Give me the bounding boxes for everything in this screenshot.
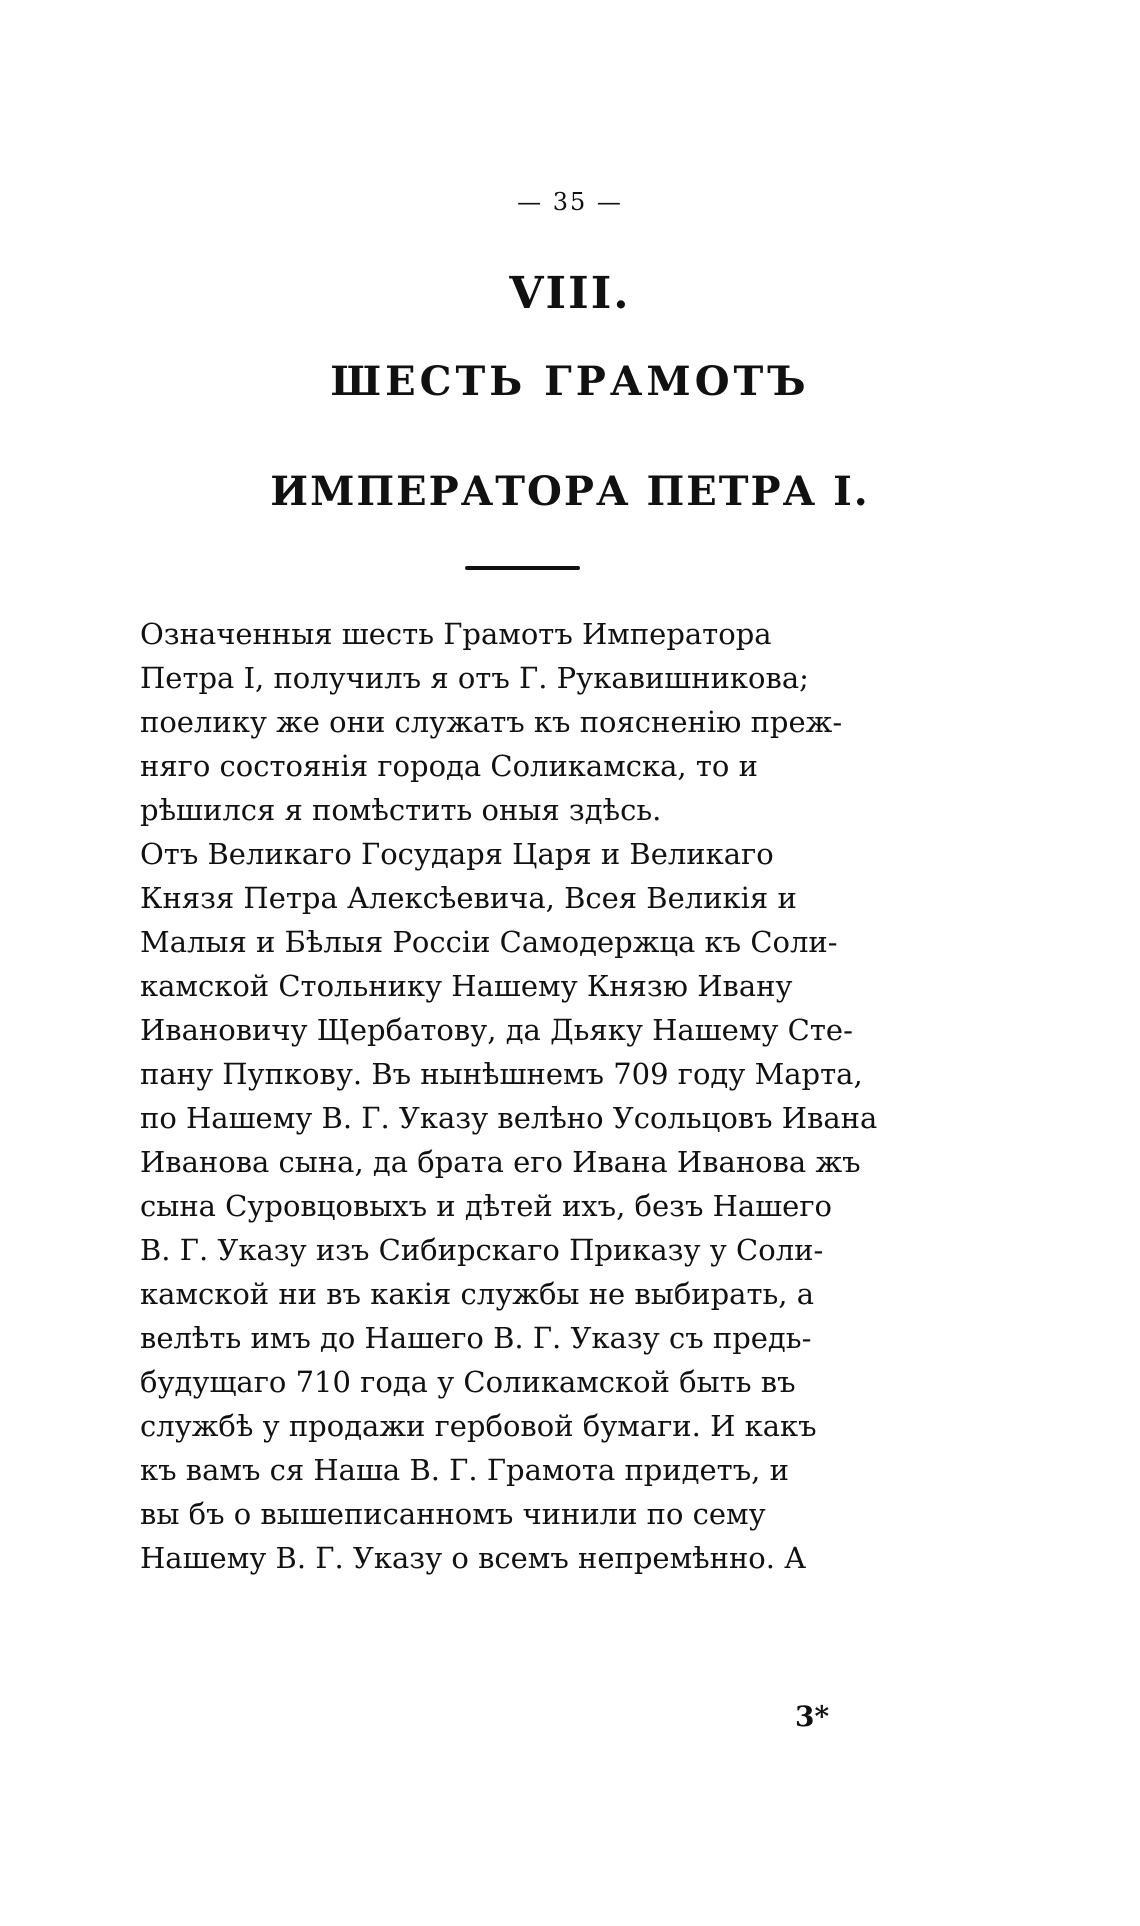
text-line: Князя Петра Алексѣевича, Всея Великія и: [140, 881, 797, 915]
text-line: Малыя и Бѣлыя Россіи Самодержца къ Соли-: [140, 925, 838, 959]
section-title-line-1: ШЕСТЬ ГРАМОТЪ: [330, 358, 810, 405]
signature-mark: 3*: [795, 1700, 830, 1733]
text-line: будущаго 710 года у Соликамской быть въ: [140, 1365, 796, 1399]
text-line: Иванова сына, да брата его Ивана Иванова жъ: [140, 1145, 861, 1179]
text-line: Нашему В. Г. Указу о всемъ непремѣнно. А: [140, 1541, 807, 1575]
text-line: В. Г. Указу изъ Сибирскаго Приказу у Соли-: [140, 1233, 824, 1267]
text-line: Означенныя шесть Грамотъ Императора: [140, 617, 772, 651]
body-text: [140, 612, 920, 1580]
text-line: службѣ у продажи гербовой бумаги. И какъ: [140, 1409, 817, 1443]
title-divider: [465, 566, 580, 570]
section-title-line-2: ИМПЕРАТОРА ПЕТРА I.: [270, 468, 870, 515]
text-line: велѣть имъ до Нашего В. Г. Указу съ предь-: [140, 1321, 812, 1355]
text-line: вы бъ о вышеписанномъ чинили по сему: [140, 1497, 766, 1531]
text-line: пану Пупкову. Въ нынѣшнемъ 709 году Марта,: [140, 1057, 863, 1091]
text-line: поелику же они служатъ къ поясненію преж-: [140, 705, 843, 739]
text-line: сына Суровцовыхъ и дѣтей ихъ, безъ Нашего: [140, 1189, 832, 1223]
text-line: рѣшился я помѣстить оныя здѣсь.: [140, 793, 662, 827]
text-line: камской Стольнику Нашему Князю Ивану: [140, 969, 793, 1003]
text-line: къ вамъ ся Наша В. Г. Грамота придетъ, и: [140, 1453, 789, 1487]
chapter-number: VIII.: [509, 268, 631, 319]
text-line: камской ни въ какія службы не выбирать, а: [140, 1277, 815, 1311]
text-line: Петра I, получилъ я отъ Г. Рукавишникова;: [140, 661, 809, 695]
text-line: Ивановичу Щербатову, да Дьяку Нашему Сте-: [140, 1013, 853, 1047]
text-line: няго состоянія города Соликамска, то и: [140, 749, 758, 783]
page-number: — 35 —: [517, 188, 623, 216]
text-line: по Нашему В. Г. Указу велѣно Усольцовъ Ивана: [140, 1101, 878, 1135]
text-line: Отъ Великаго Государя Царя и Великаго: [140, 837, 774, 871]
